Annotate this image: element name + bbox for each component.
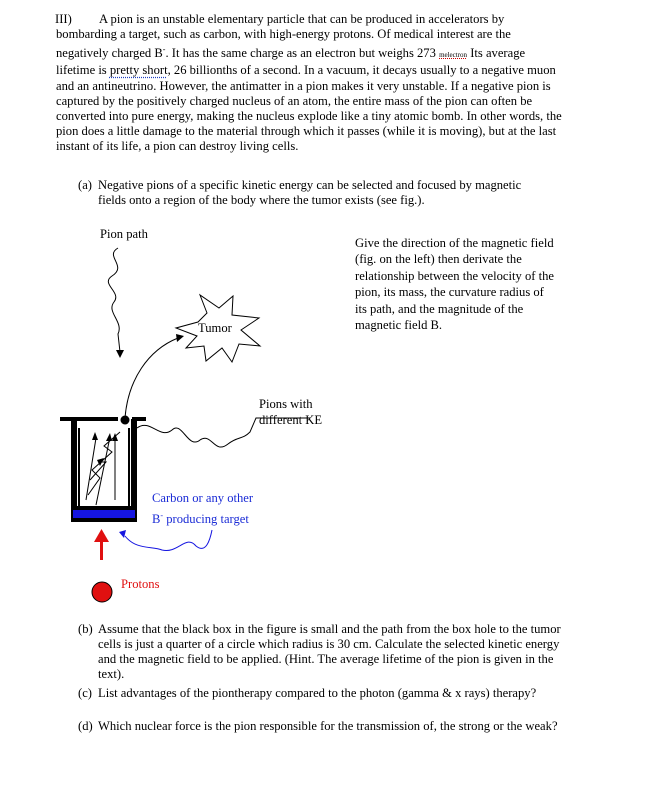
magnet-box	[60, 416, 146, 520]
question-b	[78, 622, 568, 682]
electron-mass-unit: melectron	[439, 51, 468, 60]
intro-text-1: A pion is an unstable elementary particle that can be produced in accelerators by bombarding a target, such as carbon, with high-energy protons. Of medical interest are the negatively charged B	[56, 12, 511, 61]
target-base	[71, 518, 137, 522]
question-d-label: (d)	[78, 719, 93, 733]
question-b-label: (b)	[78, 622, 93, 636]
intro-text-3: Its average lifetime is	[56, 46, 526, 78]
question-a-text: Negative pions of a specific kinetic energy can be selected and focused by magnetic fields onto a region of the body where the tumor exists (see fig.).	[98, 178, 522, 208]
question-b-text: Assume that the black box in the figure is small and the path from the box hole to the tumor cells is just a quarter of a circle which radius is 30 cm. Calculate the selected kinetic energy and the magnetic field to be applied. (Hint. The average lifetime of the pion is given in the text).	[98, 622, 561, 682]
target-label-b: B	[152, 512, 161, 527]
question-c-text: List advantages of the piontherapy compared to the photon (gamma & x rays) therapy?	[98, 686, 537, 700]
proton-arrow-shaft	[100, 540, 103, 560]
box-bottom	[71, 506, 137, 510]
question-a-label: (a)	[78, 178, 92, 192]
charge-superscript: -	[162, 45, 166, 55]
pion-path-label: Pion path	[100, 227, 148, 241]
internal-pion-paths	[86, 432, 120, 505]
box-exit-hole	[121, 416, 130, 425]
box-inner-right-wall	[128, 428, 130, 514]
question-d	[78, 719, 568, 734]
target-label-rest: producing target	[163, 512, 249, 527]
proton-arrowhead	[94, 529, 109, 542]
proton-dot	[92, 582, 112, 602]
target-wave-arrowhead	[119, 530, 126, 538]
target-label-line2	[152, 508, 249, 527]
intro-text-4: , 26 billionths of a second. In a vacuum, it decays usually to a negative muon and an antineutrino. However, the antimatter in a pion makes it very unstable. If a negative pion is captured by the positively charged nucleus of an atom, the entire mass of the pion can often be converted into pure energy, making the nucleus explode like a tiny atomic bomb. In other words, the pion does a little damage to the material through which it passes (while it is moving), but at the last instant of its life, a pion can destroy living cells.	[56, 63, 562, 153]
pretty-short-text: pretty short	[109, 63, 168, 78]
intro-text-2: . It has the same charge as an electron but weighs 273	[165, 46, 440, 61]
question-c-label: (c)	[78, 686, 92, 700]
pions-label-line2: different KE	[259, 413, 323, 427]
trajectory-arrowhead	[176, 334, 184, 342]
pions-label-line1: Pions with	[259, 397, 313, 411]
trajectory-arc	[125, 338, 178, 418]
box-right-wall	[131, 419, 137, 519]
inner-arrow-1	[92, 432, 98, 440]
target-label-sup: -	[160, 511, 164, 520]
magnetic-field-question: Give the direction of the magnetic field (fig. on the left) then derivate the relationship between the velocity of the pion, its mass, the curvature radius of its path, and the magnitude of the magnetic field B.	[355, 236, 554, 333]
pion-path-arrowhead	[116, 350, 124, 358]
question-d-text: Which nuclear force is the pion responsible for the transmission of, the strong or the weak?	[98, 719, 558, 733]
question-c	[78, 686, 568, 701]
pion-path-wave	[108, 248, 120, 352]
problem-number: III)	[55, 12, 72, 26]
box-inner-left-wall	[78, 428, 80, 514]
target-label-line1: Carbon or any other	[152, 491, 254, 505]
inner-arrow-2	[106, 433, 112, 441]
tumor-label: Tumor	[198, 321, 232, 335]
box-top-left	[60, 417, 118, 421]
protons-label: Protons	[121, 577, 160, 591]
box-left-wall	[71, 419, 77, 519]
target-wave	[125, 530, 212, 551]
